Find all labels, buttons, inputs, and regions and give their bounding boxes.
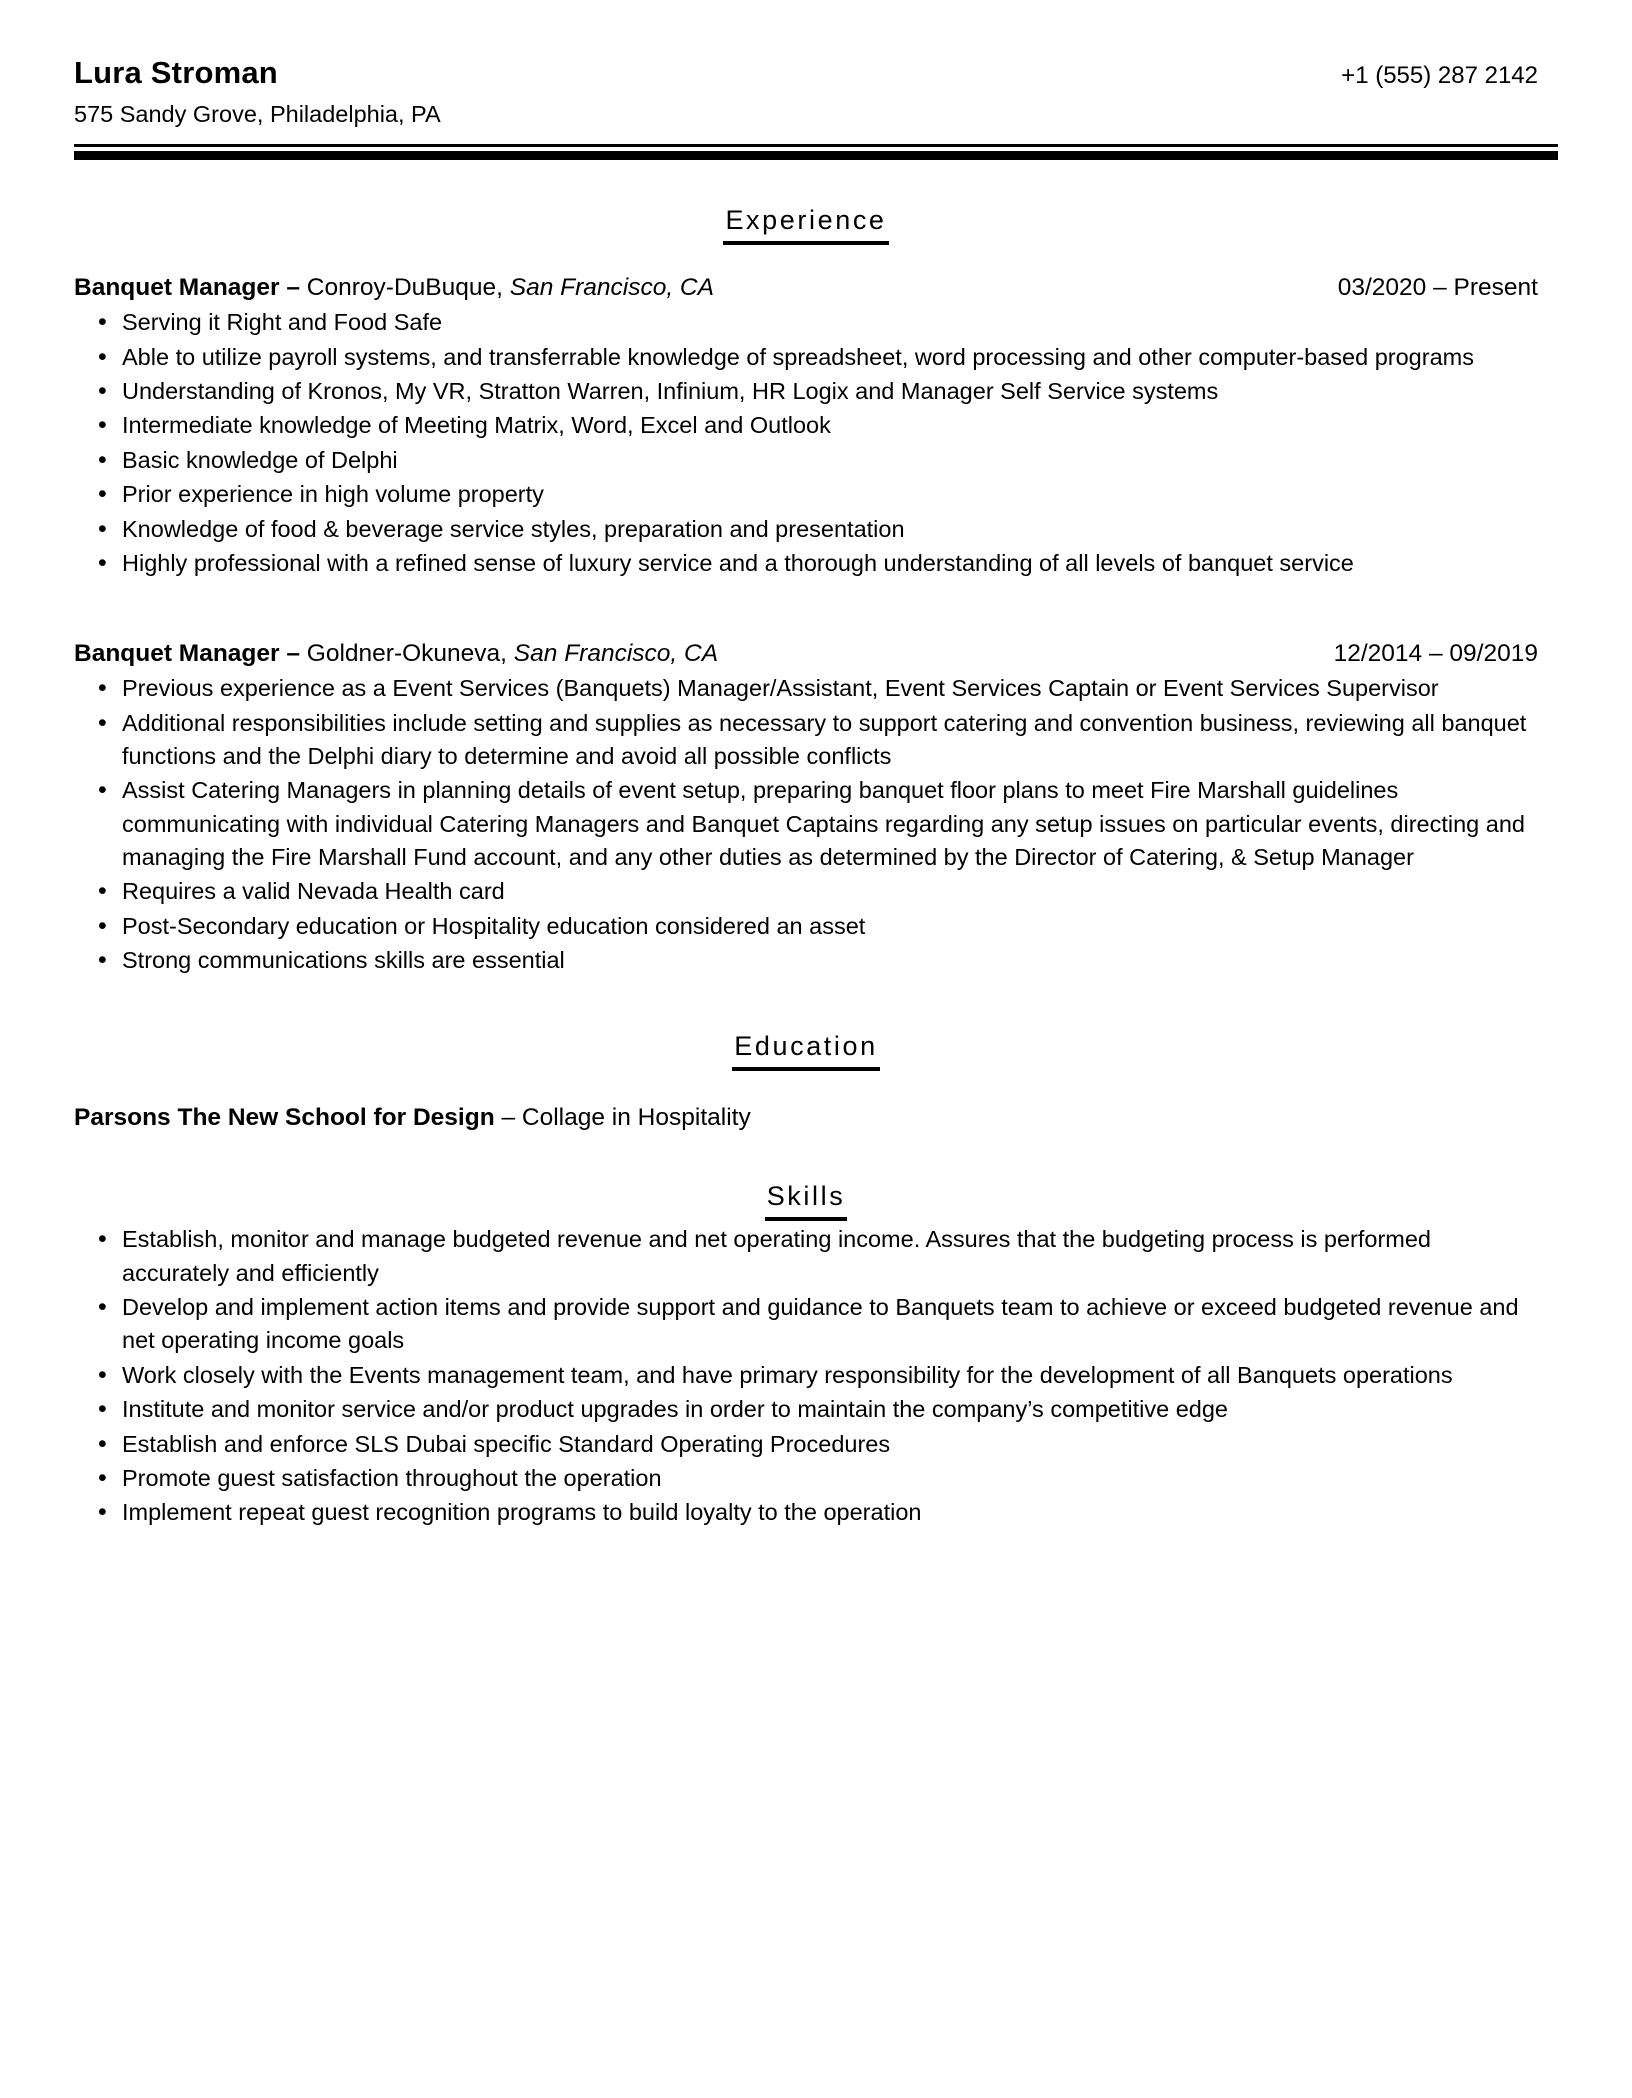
job-title: Banquet Manager – [74, 640, 300, 668]
list-item: • Previous experience as a Event Services (Banquets) Manager/Assistant, Event Services Captain or Event Services Supervisor [74, 672, 1538, 705]
list-item: • Additional responsibilities include setting and supplies as necessary to support catering and convention business, reviewing all banquet functions and the Delphi diary to determine and avoid all possible conflicts [74, 707, 1538, 774]
job-company: Conroy-DuBuque, [300, 274, 503, 302]
list-item: • Prior experience in high volume property [74, 478, 1538, 511]
list-item: • Establish, monitor and manage budgeted revenue and net operating income. Assures that the budgeting process is performed accurately and efficiently [74, 1223, 1538, 1290]
list-item: • Able to utilize payroll systems, and transferrable knowledge of spreadsheet, word processing and other computer-based programs [74, 341, 1538, 374]
resume-header [0, 0, 1632, 132]
list-item: • Understanding of Kronos, My VR, Stratton Warren, Infinium, HR Logix and Manager Self Service systems [74, 375, 1538, 408]
job-dates: 03/2020 – Present [1337, 274, 1538, 302]
experience-bullet-list [74, 306, 1538, 580]
experience-entry-heading [74, 271, 1338, 304]
list-item: • Knowledge of food & beverage service styles, preparation and presentation [74, 513, 1538, 546]
list-item: • Post-Secondary education or Hospitality education considered an asset [74, 910, 1538, 943]
candidate-phone: +1 (555) 287 2142 [1341, 62, 1538, 89]
list-item: • Institute and monitor service and/or product upgrades in order to maintain the company’s competitive edge [74, 1393, 1538, 1426]
job-dates: 12/2014 – 09/2019 [1333, 640, 1538, 668]
degree-name: – Collage in Hospitality [494, 1103, 751, 1131]
list-item: • Basic knowledge of Delphi [74, 444, 1538, 477]
section-title-education: Education [732, 1030, 880, 1071]
section-title-experience: Experience [723, 204, 888, 245]
entry-spacer [74, 581, 1538, 611]
resume-body [0, 204, 1632, 1530]
skills-bullet-list [74, 1223, 1538, 1529]
section-title-skills: Skills [765, 1180, 848, 1221]
list-item: • Intermediate knowledge of Meeting Matrix, Word, Excel and Outlook [74, 409, 1538, 442]
skills-section [74, 1180, 1538, 1530]
skills-title-wrap [74, 1180, 1538, 1221]
list-item: • Develop and implement action items and provide support and guidance to Banquets team to achieve or exceed budgeted revenue and net operating income goals [74, 1291, 1538, 1358]
job-location: San Francisco, CA [507, 640, 719, 668]
experience-entry [74, 271, 1538, 580]
list-item: • Serving it Right and Food Safe [74, 306, 1538, 339]
job-title: Banquet Manager – [74, 274, 300, 302]
list-item: • Establish and enforce SLS Dubai specific Standard Operating Procedures [74, 1428, 1538, 1461]
education-title-wrap [74, 1030, 1538, 1071]
experience-bullet-list [74, 672, 1538, 977]
school-name: Parsons The New School for Design [74, 1103, 495, 1131]
list-item: • Work closely with the Events management team, and have primary responsibility for the development of all Banquets operations [74, 1359, 1538, 1392]
list-item: • Highly professional with a refined sense of luxury service and a thorough understanding of all levels of banquet service [74, 547, 1538, 580]
experience-title-wrap [74, 204, 1538, 245]
list-item: • Strong communications skills are essential [74, 944, 1538, 977]
candidate-name: Lura Stroman [74, 55, 278, 90]
experience-section [74, 204, 1538, 978]
list-item: • Assist Catering Managers in planning details of event setup, preparing banquet floor plans to meet Fire Marshall guidelines communicating with individual Catering Managers and Banquet Captains regarding any setup issues on particular events, directing and managing the Fire Marshall Fund account, and any other duties as determined by the Director of Catering, & Setup Manager [74, 774, 1538, 874]
list-item: • Implement repeat guest recognition programs to build loyalty to the operation [74, 1496, 1538, 1529]
experience-entry-heading [74, 637, 1334, 670]
education-entry [74, 1101, 1538, 1134]
job-company: Goldner-Okuneva, [300, 640, 507, 668]
header-name-row [74, 55, 1538, 91]
candidate-address: 575 Sandy Grove, Philadelphia, PA [74, 100, 441, 127]
experience-entry-head [74, 637, 1538, 670]
header-divider [74, 144, 1558, 160]
experience-entry-head [74, 271, 1538, 304]
job-location: San Francisco, CA [502, 274, 714, 302]
education-section [74, 1030, 1538, 1134]
list-item: • Requires a valid Nevada Health card [74, 875, 1538, 908]
list-item: • Promote guest satisfaction throughout the operation [74, 1462, 1538, 1495]
experience-entry [74, 637, 1538, 977]
